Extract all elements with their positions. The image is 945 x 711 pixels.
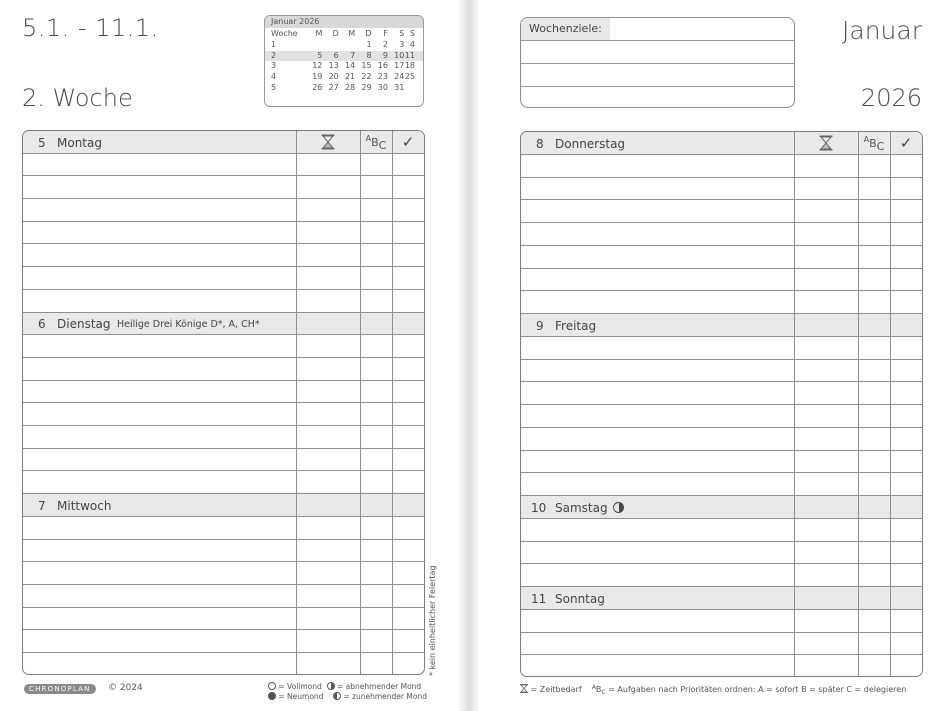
day-name: Montag [57,135,102,150]
abc-c: C [876,139,885,153]
entry-line[interactable] [521,610,922,633]
abc-column-divider [360,131,361,674]
time-column-header [296,131,360,153]
cal-day-cell: 9 [372,51,388,62]
hourglass-icon [321,134,335,150]
day-number: 8 [536,136,544,151]
entry-line[interactable] [23,449,424,472]
right-footer [520,684,906,694]
cal-week-number: 2 [265,51,306,62]
holiday-note: Heilige Drei Könige D*, A, CH* [117,319,260,331]
cal-day-cell: 26 [312,82,323,92]
entry-line[interactable] [23,426,424,449]
new-moon-label: = Neumond [278,691,324,701]
abc-column-header [858,132,890,154]
time-column-header [794,132,858,154]
day-number: 10 [531,500,547,515]
cal-day-cell: 29 [361,82,372,92]
goals-label: Wochenziele: [521,18,610,40]
month-name: Januar [842,16,922,45]
cal-day-cell: 19 [312,72,323,82]
new-moon-icon [268,692,276,700]
moon-legend-row [268,692,427,702]
entry-line[interactable] [521,382,922,405]
entry-line[interactable] [521,519,922,542]
time-need-label: = Zeitbedarf [530,685,582,694]
day-number: 9 [536,318,544,333]
cal-day-cell: 2 [382,39,388,49]
cal-day-cell: 13 [328,61,339,71]
cal-day-cell: 20 [328,72,339,82]
entry-line[interactable] [23,154,424,177]
abc-a: A [591,684,596,691]
cal-day-cell: 5 [306,51,322,62]
cal-day-cell: 6 [322,51,338,62]
day-name: Freitag [555,318,597,333]
mini-calendar-week-row [265,40,423,51]
day-header-row [521,496,922,519]
cal-day-cell [404,83,423,94]
cal-day-cell: 8 [355,51,371,62]
mini-calendar-week-row [265,61,423,72]
cal-week-number: 4 [271,72,277,82]
check-column-header [890,132,922,154]
full-moon-icon [268,682,276,690]
copyright: © 2024 [108,683,143,693]
cal-day-cell: 23 [377,72,388,82]
time-column-divider [296,131,297,674]
day-number: 11 [531,591,547,606]
mini-calendar-grid [265,29,423,94]
cal-week-number: 1 [271,39,277,49]
moon-legend-row [268,682,427,692]
priority-label: = Aufgaben nach Prioritäten ordnen: A = sofort B = später C = delegieren [608,685,907,694]
entry-line[interactable] [23,517,424,540]
entry-line[interactable] [521,223,922,246]
day-name: Dienstag [57,317,111,332]
cal-week-number: 3 [271,61,277,71]
cal-day-cell: 25 [404,72,415,82]
cal-day-cell: 21 [344,72,356,82]
goals-line[interactable] [521,64,794,87]
cal-day-cell [306,40,322,51]
day-header-row [23,313,424,336]
day-header-row [521,587,922,610]
cal-day-cell: 14 [344,61,356,71]
mini-calendar-header [265,29,423,40]
year-label: 2026 [860,84,922,112]
cal-day-cell: 27 [328,82,339,92]
planner-right [520,131,923,677]
entry-line[interactable] [23,585,424,608]
cal-day-cell: 7 [339,51,355,62]
waning-moon-icon [327,682,335,690]
entry-line[interactable] [23,245,424,268]
goals-line[interactable] [521,41,794,64]
entry-line[interactable] [23,562,424,585]
entry-line[interactable] [521,178,922,201]
cal-day-cell: 16 [377,61,388,71]
cal-day-cell [322,40,338,51]
entry-line[interactable] [23,540,424,563]
entry-line[interactable] [23,653,424,675]
entry-line[interactable] [23,630,424,653]
day-number: 6 [38,317,46,332]
full-moon-label: = Vollmond [278,682,322,691]
abc-c: C [378,138,387,152]
cal-day-cell: 1 [366,39,372,49]
day-name: Samstag [555,500,608,515]
cal-header-cell: M [348,29,356,38]
waning-moon-label: = abnehmender Mond [336,682,422,691]
entry-line[interactable] [521,451,922,474]
entry-line[interactable] [23,403,424,426]
cal-day-cell: 22 [361,72,372,82]
entry-line[interactable] [23,381,424,404]
day-name: Sonntag [555,591,605,606]
cal-day-cell: 11 [404,51,423,62]
brand-logo: CHRONOPLAN [24,684,96,694]
entry-line[interactable] [521,269,922,292]
abc-b: B [595,685,602,694]
cal-day-cell: 3 [399,39,405,49]
day-number: 7 [38,498,46,513]
entry-line[interactable] [521,360,922,383]
week-label: 2. Woche [22,84,133,112]
abc-b: B [371,135,379,149]
entry-line[interactable] [23,608,424,631]
day-name: Mittwoch [57,498,112,513]
entry-line[interactable] [23,199,424,222]
cal-header-cell: F [383,29,388,38]
abc-a: A [365,133,372,143]
entry-line[interactable] [521,291,922,314]
cal-day-cell: 4 [409,39,415,49]
cal-header-cell: M [315,29,323,38]
entry-line[interactable] [521,246,922,269]
abc-c: C [601,689,606,696]
entry-line[interactable] [521,655,922,677]
entry-line[interactable] [521,405,922,428]
day-name: Donnerstag [555,136,626,151]
cal-day-cell: 31 [394,82,405,92]
check-column-divider [890,132,891,676]
entry-line[interactable] [23,335,424,358]
cal-header-cell: D [332,29,339,38]
day-header-row [23,494,424,517]
check-column-header [392,131,424,153]
entry-line[interactable] [23,222,424,245]
holiday-footnote: * kein einheitlicher Feiertag [428,565,437,676]
cal-week-number: 5 [271,82,277,92]
abc-column-header [360,131,392,153]
entry-line[interactable] [521,473,922,496]
check-column-divider [392,131,393,674]
cal-header-cell: Woche [271,29,298,38]
entry-line[interactable] [521,155,922,178]
entry-line[interactable] [23,290,424,313]
moon-legend [268,682,427,701]
mini-calendar-title: Januar 2026 [265,16,423,28]
half-moon-icon [613,502,624,513]
cal-day-cell: 28 [344,82,356,92]
day-number: 5 [38,135,46,150]
cal-day-cell: 10 [388,51,404,62]
entry-line[interactable] [23,358,424,381]
entry-line[interactable] [23,267,424,290]
mini-calendar-week-row [265,51,423,62]
entry-line[interactable] [23,472,424,495]
time-column-divider [794,132,795,676]
mini-calendar-week-row [265,83,423,94]
left-page [0,0,460,711]
cal-day-cell: 18 [404,61,415,71]
mini-calendar [264,15,424,107]
entry-line[interactable] [521,200,922,223]
entry-line[interactable] [521,564,922,587]
goals-line[interactable] [521,18,794,41]
abc-b: B [869,136,877,150]
checkmark-icon: ✓ [401,134,415,151]
abc-a: A [863,134,870,144]
entry-line[interactable] [521,542,922,565]
day-header-row [521,314,922,337]
goals-line[interactable] [521,87,794,108]
cal-day-cell [339,40,355,51]
hourglass-icon [819,135,833,151]
cal-header-cell: S [399,29,405,38]
planner-left [22,130,425,675]
hourglass-icon [520,684,528,693]
entry-line[interactable] [521,337,922,360]
cal-day-cell: 30 [377,82,388,92]
entry-line[interactable] [521,633,922,656]
checkmark-icon: ✓ [899,135,913,152]
cal-day-cell: 15 [361,61,372,71]
abc-column-divider [858,132,859,676]
date-range: 5.1. - 11.1. [22,14,159,42]
cal-day-cell: 17 [394,61,405,71]
cal-header-cell: D [365,29,372,38]
mini-calendar-week-row [265,72,423,83]
cal-day-cell: 12 [312,61,323,71]
cal-day-cell: 24 [394,72,405,82]
weekly-goals-box[interactable] [520,17,795,108]
waxing-moon-icon [333,692,341,700]
entry-line[interactable] [521,428,922,451]
waxing-moon-label: = zunehmender Mond [343,691,427,701]
entry-line[interactable] [23,176,424,199]
cal-header-cell: S [409,29,415,38]
